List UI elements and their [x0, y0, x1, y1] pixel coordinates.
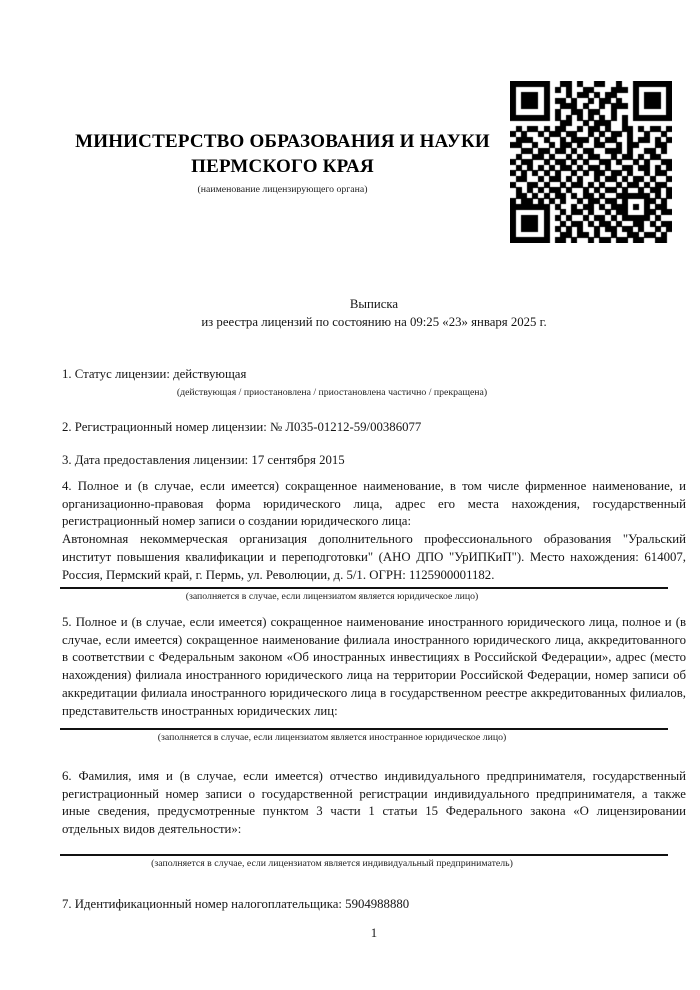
document-title-line1: Выписка	[349, 297, 399, 311]
ministry-name-line2: ПЕРМСКОГО КРАЯ	[191, 156, 374, 177]
item-license-status	[62, 366, 686, 399]
license-status-text: 1. Статус лицензии: действующая	[62, 367, 247, 381]
individual-entrepreneur-caption: (заполняется в случае, если лицензиатом является индивидуальный предприниматель)	[151, 857, 513, 869]
license-status-caption: (действующая / приостановлена / приостановлена частично / прекращена)	[176, 386, 488, 398]
item-taxpayer-number	[62, 896, 686, 914]
item-legal-entity	[62, 478, 686, 603]
legal-entity-answer: Автономная некоммерческая организация дополнительного профессионального образования "Уральский институт повышения квалификации и переподготовки" (АНО ДПО "УрИПКиП"). Место нахождения: 614007, Россия, Пермский край, г. Пермь, ул. Революции, д. 5/1. ОГРН: 1125900001182.	[62, 532, 686, 582]
document-title	[62, 296, 686, 331]
document-title-line2: из реестра лицензий по состоянию на 09:25 «23» января 2025 г.	[201, 314, 547, 329]
individual-entrepreneur-fill-line	[60, 854, 668, 856]
item-registration-number	[62, 419, 686, 437]
registration-number-text: 2. Регистрационный номер лицензии: № Л035-01212-59/00386077	[62, 420, 422, 434]
licensing-authority-caption: (наименование лицензирующего органа)	[197, 184, 368, 195]
licensing-authority-header	[55, 129, 510, 196]
license-grant-date-text: 3. Дата предоставления лицензии: 17 сентября 2015	[62, 453, 345, 467]
taxpayer-number-text: 7. Идентификационный номер налогоплательщика: 5904988880	[62, 897, 410, 911]
qr-code	[510, 81, 672, 243]
item-individual-entrepreneur	[62, 768, 686, 870]
item-license-grant-date	[62, 452, 686, 470]
legal-entity-question: 4. Полное и (в случае, если имеется) сокращенное наименование, в том числе фирменное наименование, и организационно-правовая форма юридического лица, адрес его места нахождения, государственный регистрационный номер записи о создании юридического лица:	[62, 479, 686, 529]
page-number: 1	[370, 926, 378, 940]
foreign-entity-question: 5. Полное и (в случае, если имеется) сокращенное наименование иностранного юридического лица, полное и (в случае, если имеется) сокращенное наименование филиала иностранного юридического лица, аккредитованного в соответствии с Федеральным законом «Об иностранных инвестициях в Российской Федерации», адрес (место нахождения) филиала иностранного юридического лица на территории Российской Федерации, номер записи об аккредитации филиала иностранного юридического лица в государственном реестре аккредитованных филиалов, представительств иностранных юридических лиц:	[62, 615, 686, 718]
ministry-name-line1: МИНИСТЕРСТВО ОБРАЗОВАНИЯ И НАУКИ	[75, 131, 490, 152]
foreign-entity-fill-line	[60, 728, 668, 730]
legal-entity-fill-line	[60, 587, 668, 589]
item-foreign-entity	[62, 614, 686, 744]
foreign-entity-caption: (заполняется в случае, если лицензиатом является иностранное юридическое лицо)	[157, 732, 507, 744]
individual-entrepreneur-question: 6. Фамилия, имя и (в случае, если имеется) отчество индивидуального предпринимателя, государственный регистрационный номер записи о государственной регистрации индивидуального предпринимателя, а также иные сведения, предусмотренные пунктом 3 части 1 статьи 15 Федерального закона «О лицензировании отдельных видов деятельности»:	[62, 769, 686, 837]
legal-entity-caption: (заполняется в случае, если лицензиатом является юридическое лицо)	[185, 591, 479, 603]
